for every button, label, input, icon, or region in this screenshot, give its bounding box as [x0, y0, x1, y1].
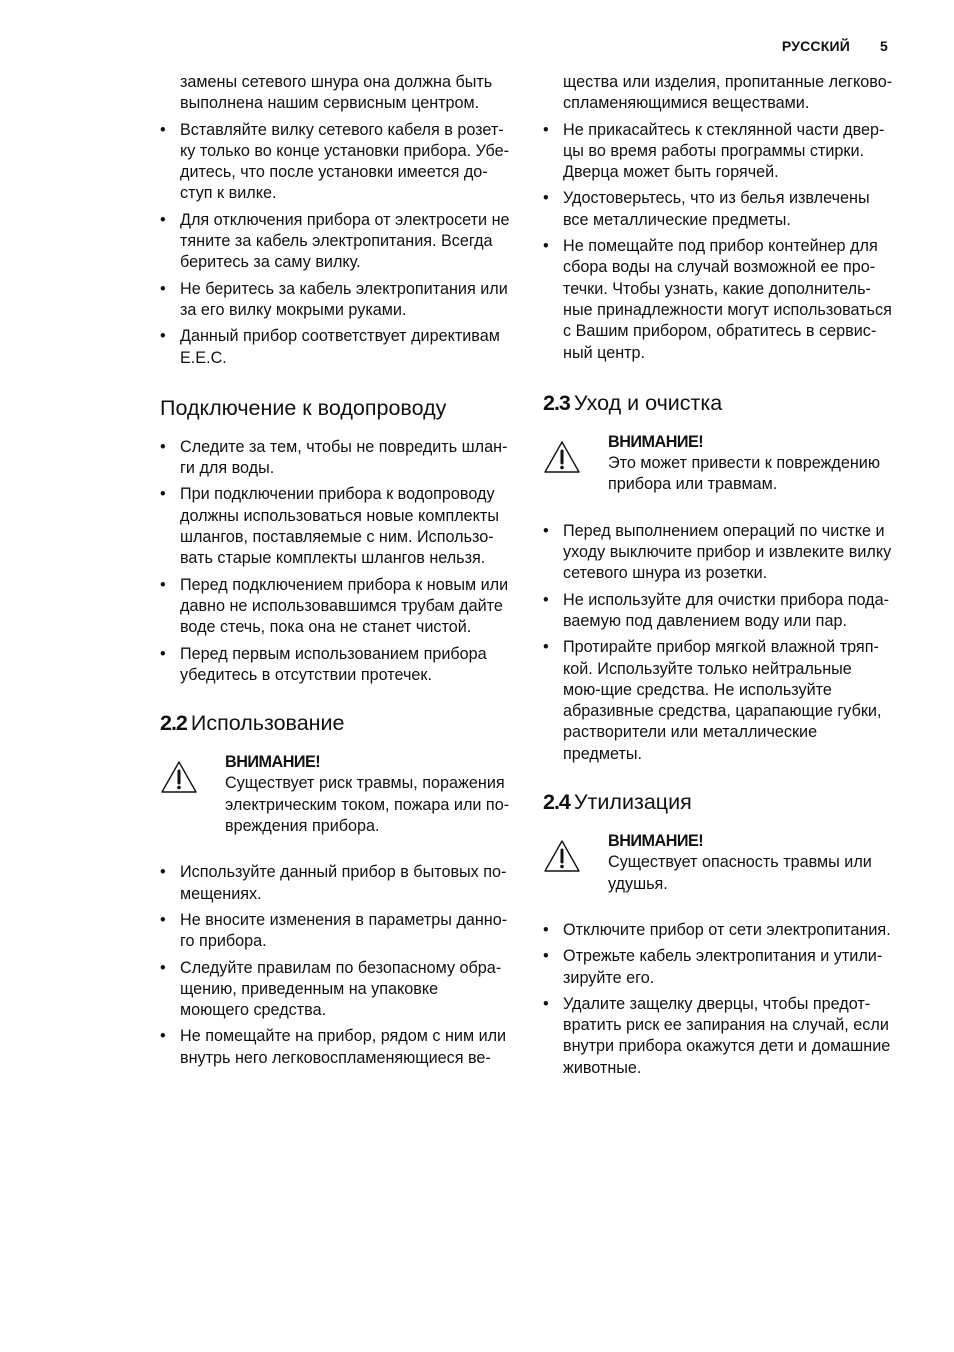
- section-title: Утилизация: [573, 790, 692, 815]
- warning-title: ВНИМАНИЕ!: [608, 832, 704, 851]
- section-number: 2.2: [160, 711, 187, 736]
- continuation-text: замены сетевого шнура она должна быть выполнена нашим сервисным центром.: [180, 73, 493, 113]
- continuation-text: щества или изделия, пропитанные легково-спламеняющимися веществами.: [563, 73, 893, 113]
- page-header: [782, 38, 888, 54]
- warning-block: [543, 432, 893, 496]
- list-item: • Для отключения прибора от электросети не тяните за кабель электропитания. Всегда беритесь за саму вилку.: [160, 210, 510, 274]
- bullet-list: [543, 120, 893, 364]
- section-heading-care: [543, 390, 893, 416]
- bullet-list: [160, 862, 510, 1069]
- list-item: • Удостоверьтесь, что из белья извлечены все металлические предметы.: [543, 188, 893, 231]
- list-item: • Не помещайте под прибор контейнер для сбора воды на случай возможной ее про-течки. Чтобы узнать, какие дополнитель-ные принадлежности могут использоваться с Вашим прибором, обратитесь в сервис-ный центр.: [543, 236, 893, 364]
- list-item: • Не беритесь за кабель электропитания или за его вилку мокрыми руками.: [160, 279, 510, 322]
- warning-triangle-icon: [543, 432, 608, 496]
- list-item: • Перед выполнением операций по чистке и уходу выключите прибор и извлеките вилку сетевого шнура из розетки.: [543, 521, 893, 585]
- left-column: [160, 72, 510, 1074]
- list-item: • Отключите прибор от сети электропитания.: [543, 920, 893, 941]
- list-item: • Данный прибор соответствует директивам E.E.C.: [160, 326, 510, 369]
- warning-title: ВНИМАНИЕ!: [608, 432, 704, 451]
- list-item: • Не помещайте на прибор, рядом с ним или внутрь него легковоспламеняющиеся ве-: [160, 1026, 510, 1069]
- bullet-list: [543, 521, 893, 765]
- section-heading-water: Подключение к водопроводу: [160, 395, 447, 420]
- warning-block: [543, 831, 893, 895]
- list-item: • Не вносите изменения в параметры данно-го прибора.: [160, 910, 510, 953]
- list-item: • Используйте данный прибор в бытовых по-мещениях.: [160, 862, 510, 905]
- section-number: 2.3: [543, 390, 570, 415]
- section-number: 2.4: [543, 790, 570, 815]
- warning-triangle-icon: [543, 831, 608, 895]
- language-label: РУССКИЙ: [781, 38, 850, 54]
- bullet-list: [543, 920, 893, 1079]
- list-item: • Следуйте правилам по безопасному обра-щению, приведенным на упаковке моющего средства.: [160, 958, 510, 1022]
- list-item: • Следите за тем, чтобы не повредить шлан-ги для воды.: [160, 437, 510, 480]
- section-title: Использование: [190, 711, 345, 736]
- list-item: • Удалите защелку дверцы, чтобы предот-вратить риск ее запирания на случай, если внутри прибора окажутся дети и домашние животные.: [543, 994, 893, 1079]
- list-item: • Вставляйте вилку сетевого кабеля в розет-ку только во конце установки прибора. Убе-дитесь, что после установки имеется до-ступ к вилке.: [160, 120, 510, 205]
- bullet-list: [160, 120, 510, 369]
- section-heading-disposal: [543, 789, 893, 815]
- list-item: • Не используйте для очистки прибора пода-ваемую под давлением воду или пар.: [543, 590, 893, 633]
- list-item: • Не прикасайтесь к стеклянной части двер-цы во время работы программы стирки. Дверца может быть горячей.: [543, 120, 893, 184]
- warning-text: Существует риск травмы, поражения электрическим током, пожара или по-вреждения прибора.: [225, 774, 510, 836]
- list-item: • Протирайте прибор мягкой влажной тряп-кой. Используйте только нейтральные мою-щие средства. Не используйте абразивные средства, царапающие губки, растворители или металлические предметы.: [543, 637, 893, 765]
- warning-triangle-icon: [160, 752, 225, 837]
- right-column: [543, 72, 893, 1084]
- list-item: • Перед подключением прибора к новым или давно не использовавшимся трубам дайте воде стечь, пока она не станет чистой.: [160, 575, 510, 639]
- page-number: 5: [880, 38, 888, 54]
- list-item: • Перед первым использованием прибора убедитесь в отсутствии протечек.: [160, 644, 510, 687]
- warning-text: Это может привести к повреждению прибора или травмам.: [608, 454, 880, 494]
- section-heading-usage: [160, 710, 510, 736]
- list-item: • При подключении прибора к водопроводу должны использоваться новые комплекты шлангов, поставляемые с ним. Использо-вать старые комплекты шлангов нельзя.: [160, 484, 510, 569]
- warning-block: [160, 752, 510, 837]
- section-title: Уход и очистка: [573, 390, 723, 415]
- bullet-list: [160, 437, 510, 686]
- list-item: • Отрежьте кабель электропитания и утили-зируйте его.: [543, 946, 893, 989]
- warning-text: Существует опасность травмы или удушья.: [608, 853, 872, 893]
- warning-title: ВНИМАНИЕ!: [225, 753, 321, 772]
